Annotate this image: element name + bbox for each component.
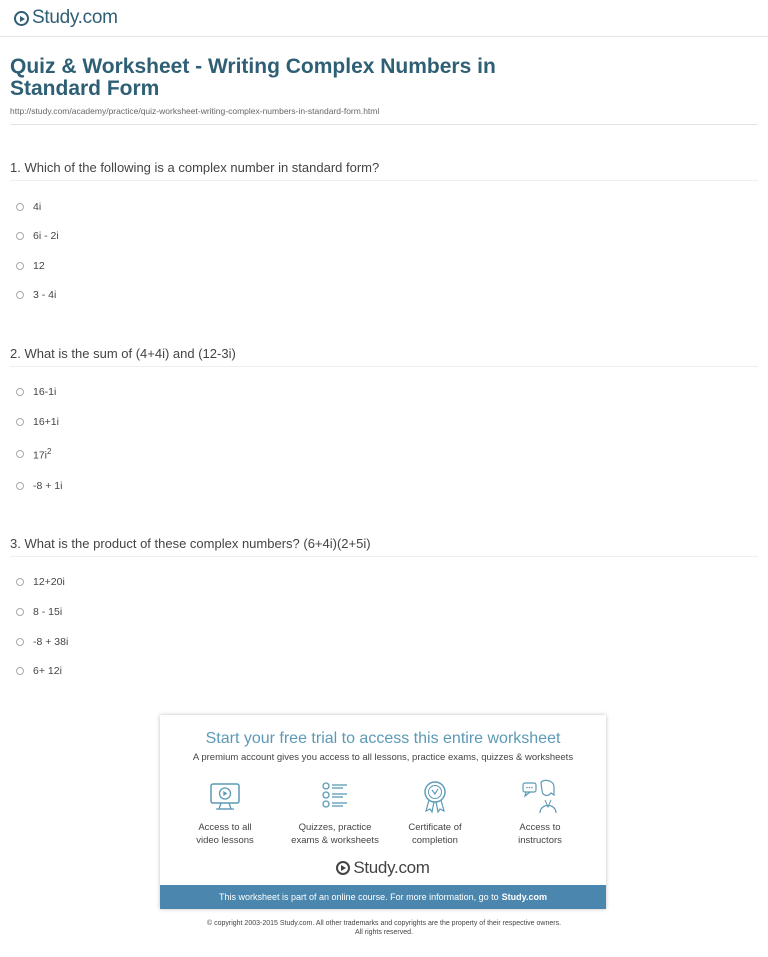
answer-option[interactable] bbox=[16, 576, 65, 588]
answer-label: 16+1i bbox=[33, 416, 59, 428]
page-title: Quiz & Worksheet - Writing Complex Numbers in Standard Form bbox=[10, 55, 496, 100]
feature-label: Certificate of completion bbox=[408, 822, 462, 846]
question-1: 1. Which of the following is a complex number in standard form? bbox=[10, 160, 380, 175]
question-divider bbox=[10, 366, 758, 367]
answer-option[interactable] bbox=[16, 260, 45, 272]
radio-icon[interactable] bbox=[16, 291, 24, 299]
answer-label: 3 - 4i bbox=[33, 289, 57, 301]
answer-option[interactable] bbox=[16, 480, 62, 492]
course-info-bar bbox=[160, 885, 606, 909]
question-divider bbox=[10, 180, 758, 181]
answer-label: 6+ 12i bbox=[33, 665, 62, 677]
answer-label: -8 + 38i bbox=[33, 636, 69, 648]
feature-label: Quizzes, practice exams & worksheets bbox=[291, 822, 379, 846]
answer-option[interactable] bbox=[16, 386, 56, 398]
radio-icon[interactable] bbox=[16, 638, 24, 646]
site-header bbox=[14, 6, 118, 30]
copyright-line: © copyright 2003-2015 Study.com. All other trademarks and copyrights are the property of their respective owners. bbox=[206, 920, 562, 927]
promo-logo-text: Study.com bbox=[353, 858, 430, 877]
promo-subtitle: A premium account gives you access to all lessons, practice exams, quizzes & worksheets bbox=[192, 752, 574, 763]
feature-instructors bbox=[485, 779, 595, 847]
answer-label: 6i - 2i bbox=[33, 230, 59, 242]
answer-option[interactable] bbox=[16, 289, 56, 301]
answer-label: 16-1i bbox=[33, 386, 57, 398]
study-link[interactable]: Study.com bbox=[501, 892, 547, 902]
answer-exponent: 2 bbox=[47, 447, 52, 456]
question-3: 3. What is the product of these complex numbers? (6+4i)(2+5i) bbox=[10, 536, 371, 551]
answer-label: 4i bbox=[33, 201, 42, 213]
radio-icon[interactable] bbox=[16, 388, 24, 396]
promo-logo[interactable] bbox=[160, 858, 606, 878]
copyright-line: All rights reserved. bbox=[355, 929, 413, 936]
radio-icon[interactable] bbox=[16, 203, 24, 211]
study-logo-text[interactable]: Study.com bbox=[32, 7, 118, 28]
title-divider bbox=[10, 124, 758, 125]
certificate-icon bbox=[417, 779, 453, 815]
question-2: 2. What is the sum of (4+4i) and (12-3i) bbox=[10, 346, 236, 361]
answer-option[interactable] bbox=[16, 665, 62, 677]
answer-option[interactable] bbox=[16, 230, 59, 242]
free-trial-promo bbox=[160, 715, 606, 909]
header-divider bbox=[0, 36, 768, 37]
answer-base: 17i bbox=[33, 449, 48, 462]
study-logo-icon[interactable] bbox=[14, 11, 29, 26]
radio-icon[interactable] bbox=[16, 262, 24, 270]
feature-certificate bbox=[380, 779, 490, 847]
radio-icon[interactable] bbox=[16, 450, 24, 458]
feature-quizzes bbox=[280, 779, 390, 847]
video-lesson-icon bbox=[207, 779, 243, 815]
radio-icon[interactable] bbox=[16, 232, 24, 240]
radio-icon[interactable] bbox=[16, 418, 24, 426]
radio-icon[interactable] bbox=[16, 667, 24, 675]
page-url: http://study.com/academy/practice/quiz-worksheet-writing-complex-numbers-in-standard-form.html bbox=[10, 106, 380, 116]
feature-video-lessons bbox=[170, 779, 280, 847]
radio-icon[interactable] bbox=[16, 578, 24, 586]
answer-option[interactable] bbox=[16, 447, 51, 462]
quiz-list-icon bbox=[317, 779, 353, 815]
copyright bbox=[0, 919, 768, 937]
answer-option[interactable] bbox=[16, 416, 59, 428]
answer-label bbox=[33, 447, 51, 462]
answer-label: 12+20i bbox=[33, 576, 65, 588]
feature-label: Access to instructors bbox=[518, 822, 562, 846]
course-info-text: This worksheet is part of an online course. For more information, go to bbox=[219, 892, 499, 902]
radio-icon[interactable] bbox=[16, 608, 24, 616]
study-logo-icon bbox=[336, 861, 350, 875]
instructor-icon bbox=[520, 779, 560, 815]
answer-label: 12 bbox=[33, 260, 45, 272]
answer-option[interactable] bbox=[16, 636, 68, 648]
answer-option[interactable] bbox=[16, 606, 62, 618]
question-divider bbox=[10, 556, 758, 557]
answer-label: -8 + 1i bbox=[33, 480, 63, 492]
answer-label: 8 - 15i bbox=[33, 606, 63, 618]
feature-label: Access to all video lessons bbox=[196, 822, 254, 846]
radio-icon[interactable] bbox=[16, 482, 24, 490]
promo-title[interactable]: Start your free trial to access this entire worksheet bbox=[205, 730, 561, 747]
answer-option[interactable] bbox=[16, 201, 41, 213]
